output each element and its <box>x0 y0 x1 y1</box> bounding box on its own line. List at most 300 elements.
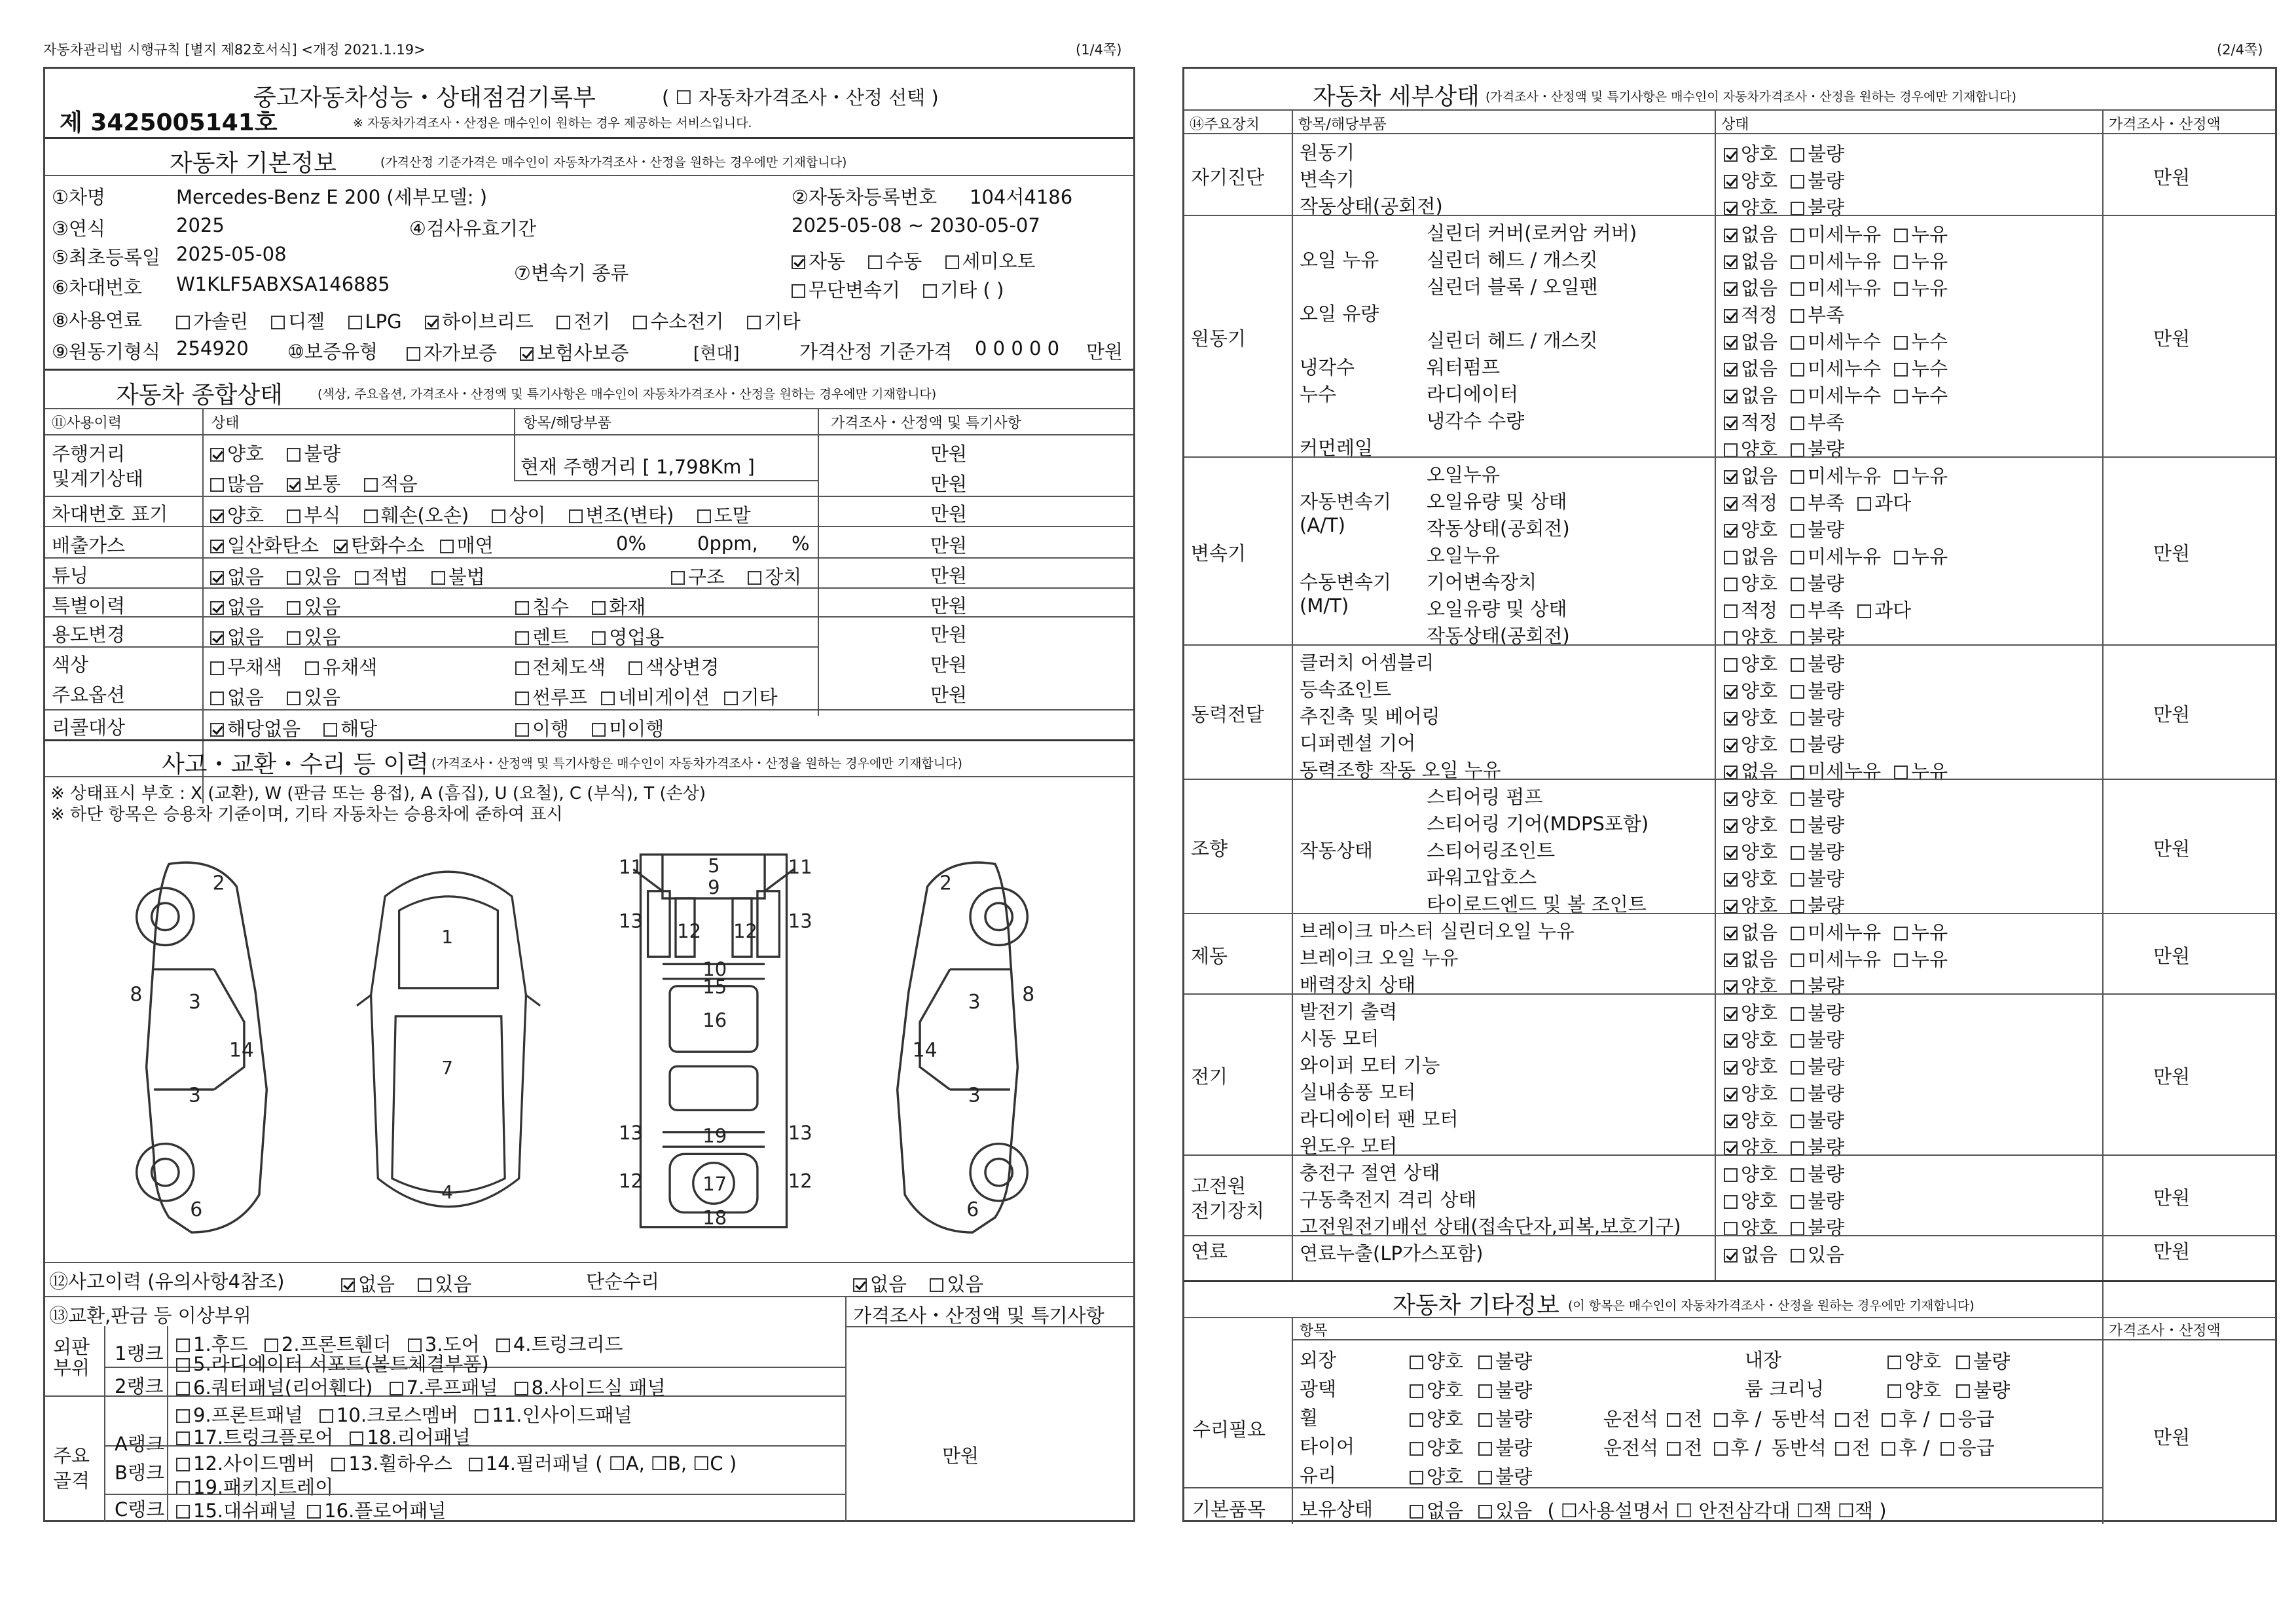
basic-info-heading: 자동차 기본정보 <box>170 150 337 177</box>
detail-item-22: 디퍼렌셜 기어 <box>1300 732 1416 754</box>
detail-item-31: 배력장치 상태 <box>1300 974 1416 996</box>
check-trans-other[interactable] <box>923 284 937 298</box>
check-tuning-legal[interactable] <box>355 571 369 585</box>
check-fuel-other[interactable] <box>747 316 761 329</box>
check-detail-5-0[interactable] <box>1724 282 1738 296</box>
check-mileage-many[interactable] <box>210 478 224 492</box>
check-detail-18-0[interactable] <box>1724 631 1738 645</box>
status-label-41-0: 없음 <box>1741 1244 1778 1266</box>
detail-status-30 <box>1724 945 1961 972</box>
part-12-under-rl: 12 <box>619 1170 643 1192</box>
check-radiator-support[interactable] <box>176 1358 190 1372</box>
check-detail-3-1[interactable] <box>1791 229 1804 242</box>
check-detail-26-0[interactable] <box>1724 846 1738 860</box>
check-detail-0-0[interactable] <box>1724 148 1738 162</box>
check-mileage-few[interactable] <box>364 478 378 492</box>
check-usage-none[interactable] <box>210 631 224 645</box>
check-detail-40-0[interactable] <box>1724 1222 1738 1236</box>
check-detail-28-0[interactable] <box>1724 900 1738 913</box>
check-side-member[interactable] <box>176 1458 190 1471</box>
etc-exterior: 외장 <box>1300 1349 1337 1371</box>
check-detail-11-0[interactable] <box>1724 443 1738 457</box>
fuel-other: 기타 <box>763 310 801 333</box>
check-tuning-structure[interactable] <box>671 571 685 585</box>
check-detail-35-1[interactable] <box>1791 1088 1804 1101</box>
check-recall-applicable[interactable] <box>323 723 337 737</box>
status-label-14-0: 양호 <box>1741 519 1778 541</box>
check-vin-damage[interactable] <box>364 509 378 523</box>
check-detail-17-2[interactable] <box>1857 604 1871 618</box>
check-tuning-none[interactable] <box>210 571 224 585</box>
check-detail-5-2[interactable] <box>1894 282 1908 296</box>
check-co[interactable] <box>210 540 224 553</box>
check-detail-32-0[interactable] <box>1724 1007 1738 1021</box>
status-label-11-0: 양호 <box>1741 438 1778 460</box>
check-tire-pass-rear[interactable] <box>1882 1442 1895 1456</box>
check-detail-1-0[interactable] <box>1724 175 1738 189</box>
check-detail-2-1[interactable] <box>1791 202 1804 215</box>
check-flood[interactable] <box>515 601 529 615</box>
check-detail-29-1[interactable] <box>1791 927 1804 940</box>
detail-status-10 <box>1724 408 1857 435</box>
part-13-under-rr: 13 <box>788 1122 812 1144</box>
check-special-exist[interactable] <box>287 601 301 615</box>
part-12-under-fr: 12 <box>733 920 758 943</box>
check-vin-painted[interactable] <box>697 509 711 523</box>
detail-item-21: 추진축 및 베어링 <box>1300 705 1440 728</box>
check-detail-27-0[interactable] <box>1724 873 1738 887</box>
check-manual[interactable] <box>868 255 882 269</box>
value-year: 2025 <box>176 214 225 236</box>
check-keep-none[interactable] <box>1410 1505 1423 1519</box>
check-quarter-panel[interactable] <box>176 1382 190 1395</box>
check-room-bad[interactable] <box>1956 1384 1970 1398</box>
detail-status-24 <box>1724 784 1857 811</box>
check-detail-30-2[interactable] <box>1894 953 1908 967</box>
check-mileage-normal[interactable] <box>287 478 301 492</box>
check-recall-na[interactable] <box>210 723 224 737</box>
check-detail-22-1[interactable] <box>1791 739 1804 752</box>
check-detail-17-1[interactable] <box>1791 604 1804 618</box>
check-detail-7-1[interactable] <box>1791 336 1804 350</box>
detail-item-23: 동력조향 작동 오일 누유 <box>1300 759 1501 781</box>
check-detail-40-1[interactable] <box>1791 1222 1804 1236</box>
etc-price-unit: 만원 <box>2153 1426 2191 1449</box>
check-detail-17-0[interactable] <box>1724 604 1738 618</box>
check-fire[interactable] <box>592 601 606 615</box>
status-label-15-1: 미세누유 <box>1808 545 1882 568</box>
detail-item-30: 브레이크 오일 누유 <box>1300 947 1459 969</box>
detail-subitem-17: 오일유량 및 상태 <box>1427 598 1567 620</box>
check-inside-panel[interactable] <box>475 1409 488 1423</box>
meter-good: 양호 <box>227 443 264 465</box>
check-usage-exist[interactable] <box>287 631 301 645</box>
col-status-2: 상태 <box>1721 117 1749 133</box>
check-commercial[interactable] <box>592 631 606 645</box>
check-detail-4-2[interactable] <box>1894 255 1908 269</box>
check-detail-9-0[interactable] <box>1724 390 1738 403</box>
check-detail-24-0[interactable] <box>1724 792 1738 806</box>
special-history-options <box>210 593 357 619</box>
check-wheel-good[interactable] <box>1410 1413 1423 1427</box>
check-detail-26-1[interactable] <box>1791 846 1804 860</box>
check-detail-30-1[interactable] <box>1791 953 1804 967</box>
color-options <box>210 653 394 680</box>
check-fuel-diesel[interactable] <box>271 316 285 329</box>
check-glass-good[interactable] <box>1410 1471 1423 1485</box>
gas-value-smoke: % <box>792 532 810 555</box>
check-fuel-electric[interactable] <box>556 316 570 329</box>
check-tire-emergency[interactable] <box>1941 1442 1954 1456</box>
check-roof-panel[interactable] <box>390 1382 403 1395</box>
option-none: 없음 <box>227 686 264 709</box>
check-detail-30-0[interactable] <box>1724 953 1738 967</box>
check-simple-exist[interactable] <box>930 1278 943 1292</box>
check-interior-bad[interactable] <box>1956 1356 1970 1369</box>
rank-1: 1랭크 <box>115 1342 164 1365</box>
check-recall-done[interactable] <box>515 723 529 737</box>
col-item-part: 항목/해당부품 <box>523 415 611 432</box>
check-detail-4-0[interactable] <box>1724 255 1738 269</box>
detail-item-0: 원동기 <box>1300 141 1355 164</box>
check-keep-exist[interactable] <box>1478 1505 1492 1519</box>
check-auto[interactable] <box>792 255 805 269</box>
wheel-driver: 운전석 <box>1603 1408 1659 1430</box>
check-detail-18-1[interactable] <box>1791 631 1804 645</box>
check-fuel-hybrid[interactable] <box>425 316 439 329</box>
check-detail-6-1[interactable] <box>1791 309 1804 323</box>
check-detail-15-1[interactable] <box>1791 551 1804 564</box>
check-detail-41-1[interactable] <box>1791 1249 1804 1263</box>
check-interior-good[interactable] <box>1887 1356 1901 1369</box>
check-wheel-house[interactable] <box>331 1458 345 1471</box>
check-detail-15-0[interactable] <box>1724 551 1738 564</box>
check-package-tray[interactable] <box>176 1481 190 1495</box>
check-option-other[interactable] <box>724 692 738 705</box>
check-detail-9-1[interactable] <box>1791 390 1804 403</box>
check-cvt[interactable] <box>792 284 805 298</box>
check-vin-good[interactable] <box>210 509 224 523</box>
detail-status-34 <box>1724 1052 1857 1079</box>
check-detail-4-1[interactable] <box>1791 255 1804 269</box>
check-detail-23-2[interactable] <box>1894 766 1908 779</box>
check-detail-19-1[interactable] <box>1791 658 1804 672</box>
price-option[interactable]: ( ☐ 자동차가격조사・산정 선택 ) <box>662 86 939 109</box>
device-price-g1: 만원 <box>2153 166 2191 189</box>
tire-driver-rear: 후 / <box>1730 1437 1762 1459</box>
status-label-13-2: 과다 <box>1874 492 1912 514</box>
check-rear-panel[interactable] <box>350 1431 363 1445</box>
check-detail-8-1[interactable] <box>1791 363 1804 377</box>
check-detail-28-1[interactable] <box>1791 900 1804 913</box>
check-tire-bad[interactable] <box>1478 1442 1492 1456</box>
status-label-25-1: 불량 <box>1808 814 1845 836</box>
check-detail-3-0[interactable] <box>1724 229 1738 242</box>
check-chromatic[interactable] <box>305 661 319 675</box>
check-tire-driver-rear[interactable] <box>1714 1442 1728 1456</box>
main-frame-label: 주요 <box>53 1445 90 1467</box>
check-detail-34-0[interactable] <box>1724 1061 1738 1075</box>
check-detail-38-1[interactable] <box>1791 1168 1804 1182</box>
check-gloss-bad[interactable] <box>1478 1384 1492 1398</box>
price-color: 만원 <box>930 654 968 676</box>
damage-legend: ※ 상태표시 부호 : X (교환), W (판금 또는 용접), A (흠집), U (요철), C (부식), T (손상) <box>50 784 706 803</box>
detail-subitem-18: 작동상태(공회전) <box>1427 625 1570 647</box>
check-detail-27-1[interactable] <box>1791 873 1804 887</box>
check-option-none[interactable] <box>210 692 224 705</box>
check-detail-11-1[interactable] <box>1791 443 1804 457</box>
check-vin-mismatch[interactable] <box>492 509 505 523</box>
usage-change-options <box>210 623 357 650</box>
check-tuning-illegal[interactable] <box>431 571 445 585</box>
check-detail-2-0[interactable] <box>1724 202 1738 215</box>
tuning-exist: 있음 <box>304 566 341 588</box>
keep-exist: 있음 <box>1495 1500 1533 1522</box>
check-fuel-lpg[interactable] <box>348 316 362 329</box>
check-detail-12-2[interactable] <box>1894 470 1908 484</box>
check-achromatic[interactable] <box>210 661 224 675</box>
check-detail-14-1[interactable] <box>1791 524 1804 538</box>
check-detail-7-0[interactable] <box>1724 336 1738 350</box>
check-detail-8-0[interactable] <box>1724 363 1738 377</box>
check-detail-23-0[interactable] <box>1724 766 1738 779</box>
status-label-13-1: 부족 <box>1808 492 1845 514</box>
fuel-gasoline: 가솔린 <box>193 310 249 333</box>
check-room-good[interactable] <box>1887 1384 1901 1398</box>
check-detail-34-1[interactable] <box>1791 1061 1804 1075</box>
check-rent[interactable] <box>515 631 529 645</box>
detail-item-39: 구동축전지 격리 상태 <box>1300 1189 1477 1211</box>
check-detail-37-1[interactable] <box>1791 1141 1804 1155</box>
detail-status-33 <box>1724 1025 1857 1052</box>
status-label-23-1: 미세누유 <box>1808 760 1882 783</box>
check-tire-driver-front[interactable] <box>1667 1442 1681 1456</box>
check-detail-29-0[interactable] <box>1724 927 1738 940</box>
recall-options <box>210 714 394 741</box>
part-8-left: 8 <box>130 983 143 1006</box>
check-detail-10-0[interactable] <box>1724 416 1738 430</box>
check-vin-corrosion[interactable] <box>287 509 301 523</box>
check-detail-12-0[interactable] <box>1724 470 1738 484</box>
check-dash-panel[interactable] <box>176 1505 190 1519</box>
check-detail-7-2[interactable] <box>1894 336 1908 350</box>
mileage-few: 적음 <box>380 473 418 495</box>
check-gloss-good[interactable] <box>1410 1384 1423 1398</box>
check-meter-good[interactable] <box>210 448 224 462</box>
check-sunroof[interactable] <box>515 692 529 705</box>
gas-value-hc: 0ppm, <box>697 532 758 555</box>
check-wheel-bad[interactable] <box>1478 1413 1492 1427</box>
part-8-right: 8 <box>1022 983 1035 1006</box>
check-accident-none[interactable] <box>341 1278 355 1292</box>
check-detail-3-2[interactable] <box>1894 229 1908 242</box>
label-first-registration: ⑤최초등록일 <box>52 246 161 268</box>
check-detail-36-0[interactable] <box>1724 1115 1738 1128</box>
detail-item-38: 충전구 절연 상태 <box>1300 1162 1440 1184</box>
check-detail-14-0[interactable] <box>1724 524 1738 538</box>
check-detail-39-1[interactable] <box>1791 1195 1804 1209</box>
check-glass-bad[interactable] <box>1478 1471 1492 1485</box>
check-wheel-emergency[interactable] <box>1941 1413 1954 1427</box>
check-detail-13-2[interactable] <box>1857 497 1871 511</box>
check-smoke[interactable] <box>440 540 454 553</box>
device-price-g9: 만원 <box>2153 1240 2191 1263</box>
check-detail-25-0[interactable] <box>1724 819 1738 833</box>
check-option-exist[interactable] <box>287 692 301 705</box>
check-detail-21-1[interactable] <box>1791 712 1804 726</box>
paint-options <box>515 653 736 680</box>
tire-position-options <box>1603 1433 1995 1460</box>
check-exterior-bad[interactable] <box>1478 1356 1492 1369</box>
item-side-sill: 8.사이드실 패널 <box>531 1376 666 1399</box>
check-detail-20-0[interactable] <box>1724 685 1738 699</box>
tire-emergency: 응급 <box>1958 1437 1995 1459</box>
status-label-34-0: 양호 <box>1741 1056 1778 1078</box>
check-detail-41-0[interactable] <box>1724 1249 1738 1263</box>
etc-col-item: 항목 <box>1300 1323 1328 1339</box>
check-detail-0-1[interactable] <box>1791 148 1804 162</box>
check-detail-33-1[interactable] <box>1791 1034 1804 1048</box>
check-tire-pass-front[interactable] <box>1835 1442 1849 1456</box>
check-detail-8-2[interactable] <box>1894 363 1908 377</box>
check-wheel-driver-front[interactable] <box>1667 1413 1681 1427</box>
col-status: 상태 <box>211 415 240 432</box>
check-fuel-hydrogen[interactable] <box>633 316 647 329</box>
check-special-none[interactable] <box>210 601 224 615</box>
check-floor-panel[interactable] <box>307 1505 321 1519</box>
status-label-20-0: 양호 <box>1741 680 1778 702</box>
detail-item-41: 연료누출(LP가스포함) <box>1300 1242 1484 1264</box>
item-wheel-house: 13.휠하우스 <box>348 1452 452 1475</box>
check-meter-bad[interactable] <box>287 448 301 462</box>
check-detail-21-0[interactable] <box>1724 712 1738 726</box>
main-option-exist <box>210 683 357 710</box>
check-tire-good[interactable] <box>1410 1442 1423 1456</box>
check-detail-39-0[interactable] <box>1724 1195 1738 1209</box>
detail-status-39 <box>1724 1187 1857 1213</box>
status-label-17-1: 부족 <box>1808 599 1845 621</box>
check-detail-35-0[interactable] <box>1724 1088 1738 1101</box>
check-accident-exist[interactable] <box>418 1278 431 1292</box>
check-detail-22-0[interactable] <box>1724 739 1738 752</box>
detail-status-38 <box>1724 1160 1857 1187</box>
check-front-panel[interactable] <box>176 1409 190 1423</box>
status-label-14-1: 불량 <box>1808 519 1845 541</box>
check-tuning-exist[interactable] <box>287 571 301 585</box>
check-vin-altered[interactable] <box>569 509 583 523</box>
check-detail-16-0[interactable] <box>1724 578 1738 591</box>
check-navigation[interactable] <box>601 692 615 705</box>
accident-history-label: ⑫사고이력 (유의사항4참조) <box>49 1270 285 1293</box>
row-emission: 배출가스 <box>52 534 126 557</box>
check-recall-not-done[interactable] <box>592 723 606 737</box>
check-warranty-insurer[interactable] <box>520 347 534 361</box>
tire-driver: 운전석 <box>1603 1437 1659 1459</box>
status-label-8-2: 누수 <box>1911 358 1948 380</box>
check-detail-24-1[interactable] <box>1791 792 1804 806</box>
paint-color-change: 색상변경 <box>646 656 720 678</box>
item-package-tray: 19.패키지트레이 <box>193 1476 334 1498</box>
check-exterior-good[interactable] <box>1410 1356 1423 1369</box>
etc-col-price: 가격조사・산정액 <box>2109 1323 2221 1339</box>
check-warranty-self[interactable] <box>407 347 420 361</box>
check-detail-23-1[interactable] <box>1791 766 1804 779</box>
etc-gloss: 광택 <box>1300 1378 1337 1400</box>
check-trunk-floor[interactable] <box>176 1431 190 1445</box>
check-detail-32-1[interactable] <box>1791 1007 1804 1021</box>
check-detail-25-1[interactable] <box>1791 819 1804 833</box>
title-note: ※ 자동차가격조사・산정은 매수인이 원하는 경우 제공하는 서비스입니다. <box>353 116 752 130</box>
status-label-32-0: 양호 <box>1741 1002 1778 1024</box>
check-detail-12-1[interactable] <box>1791 470 1804 484</box>
check-detail-9-2[interactable] <box>1894 390 1908 403</box>
check-detail-13-1[interactable] <box>1791 497 1804 511</box>
check-pillar-panel[interactable] <box>469 1458 483 1471</box>
check-detail-6-0[interactable] <box>1724 309 1738 323</box>
detail-status-22 <box>1724 730 1857 757</box>
check-detail-31-1[interactable] <box>1791 980 1804 994</box>
check-cross-member[interactable] <box>319 1409 333 1423</box>
detail-subitem-25: 스티어링 기어(MDPS포함) <box>1427 813 1649 835</box>
check-hc[interactable] <box>334 540 348 553</box>
glass-options <box>1410 1462 1549 1489</box>
check-side-sill[interactable] <box>515 1382 528 1395</box>
keep-items: ( ☐사용설명서 ☐ 안전삼각대 ☐잭 ☐잭 ) <box>1547 1500 1887 1522</box>
glass-bad: 불량 <box>1495 1466 1533 1488</box>
check-detail-29-2[interactable] <box>1894 927 1908 940</box>
status-label-36-1: 불량 <box>1808 1109 1845 1132</box>
check-detail-5-1[interactable] <box>1791 282 1804 296</box>
check-wheel-pass-front[interactable] <box>1835 1413 1849 1427</box>
exterior-options <box>1410 1347 1549 1374</box>
check-detail-36-1[interactable] <box>1791 1115 1804 1128</box>
status-label-18-1: 불량 <box>1808 626 1845 648</box>
check-detail-33-0[interactable] <box>1724 1034 1738 1048</box>
check-full-paint[interactable] <box>515 661 529 675</box>
usage-type-options <box>515 623 681 650</box>
check-detail-15-2[interactable] <box>1894 551 1908 564</box>
check-detail-1-1[interactable] <box>1791 175 1804 189</box>
rank-c-label: C랭크 <box>115 1498 165 1521</box>
check-color-change[interactable] <box>629 661 642 675</box>
fuel-diesel: 디젤 <box>288 310 325 333</box>
check-wheel-driver-rear[interactable] <box>1714 1413 1728 1427</box>
part-13-under-fr: 13 <box>788 910 812 932</box>
check-detail-37-0[interactable] <box>1724 1141 1738 1155</box>
check-simple-none[interactable] <box>853 1278 867 1292</box>
check-wheel-pass-rear[interactable] <box>1882 1413 1895 1427</box>
recall-done: 이행 <box>532 718 570 740</box>
wheel-driver-front: 전 <box>1684 1408 1703 1430</box>
color-chromatic: 유채색 <box>322 656 378 678</box>
check-detail-20-1[interactable] <box>1791 685 1804 699</box>
detail-item-13: 자동변속기 <box>1300 490 1392 513</box>
check-detail-13-0[interactable] <box>1724 497 1738 511</box>
check-semi[interactable] <box>945 255 959 269</box>
status-label-19-0: 양호 <box>1741 653 1778 675</box>
check-detail-31-0[interactable] <box>1724 980 1738 994</box>
part-10-under: 10 <box>702 958 727 981</box>
special-type-options <box>515 593 663 619</box>
status-label-2-0: 양호 <box>1741 196 1778 219</box>
check-tuning-device[interactable] <box>748 571 761 585</box>
fuel-hydrogen: 수소전기 <box>650 310 724 333</box>
check-detail-10-1[interactable] <box>1791 416 1804 430</box>
check-detail-19-0[interactable] <box>1724 658 1738 672</box>
check-detail-16-1[interactable] <box>1791 578 1804 591</box>
check-detail-38-0[interactable] <box>1724 1168 1738 1182</box>
check-fuel-gasoline[interactable] <box>176 316 190 329</box>
